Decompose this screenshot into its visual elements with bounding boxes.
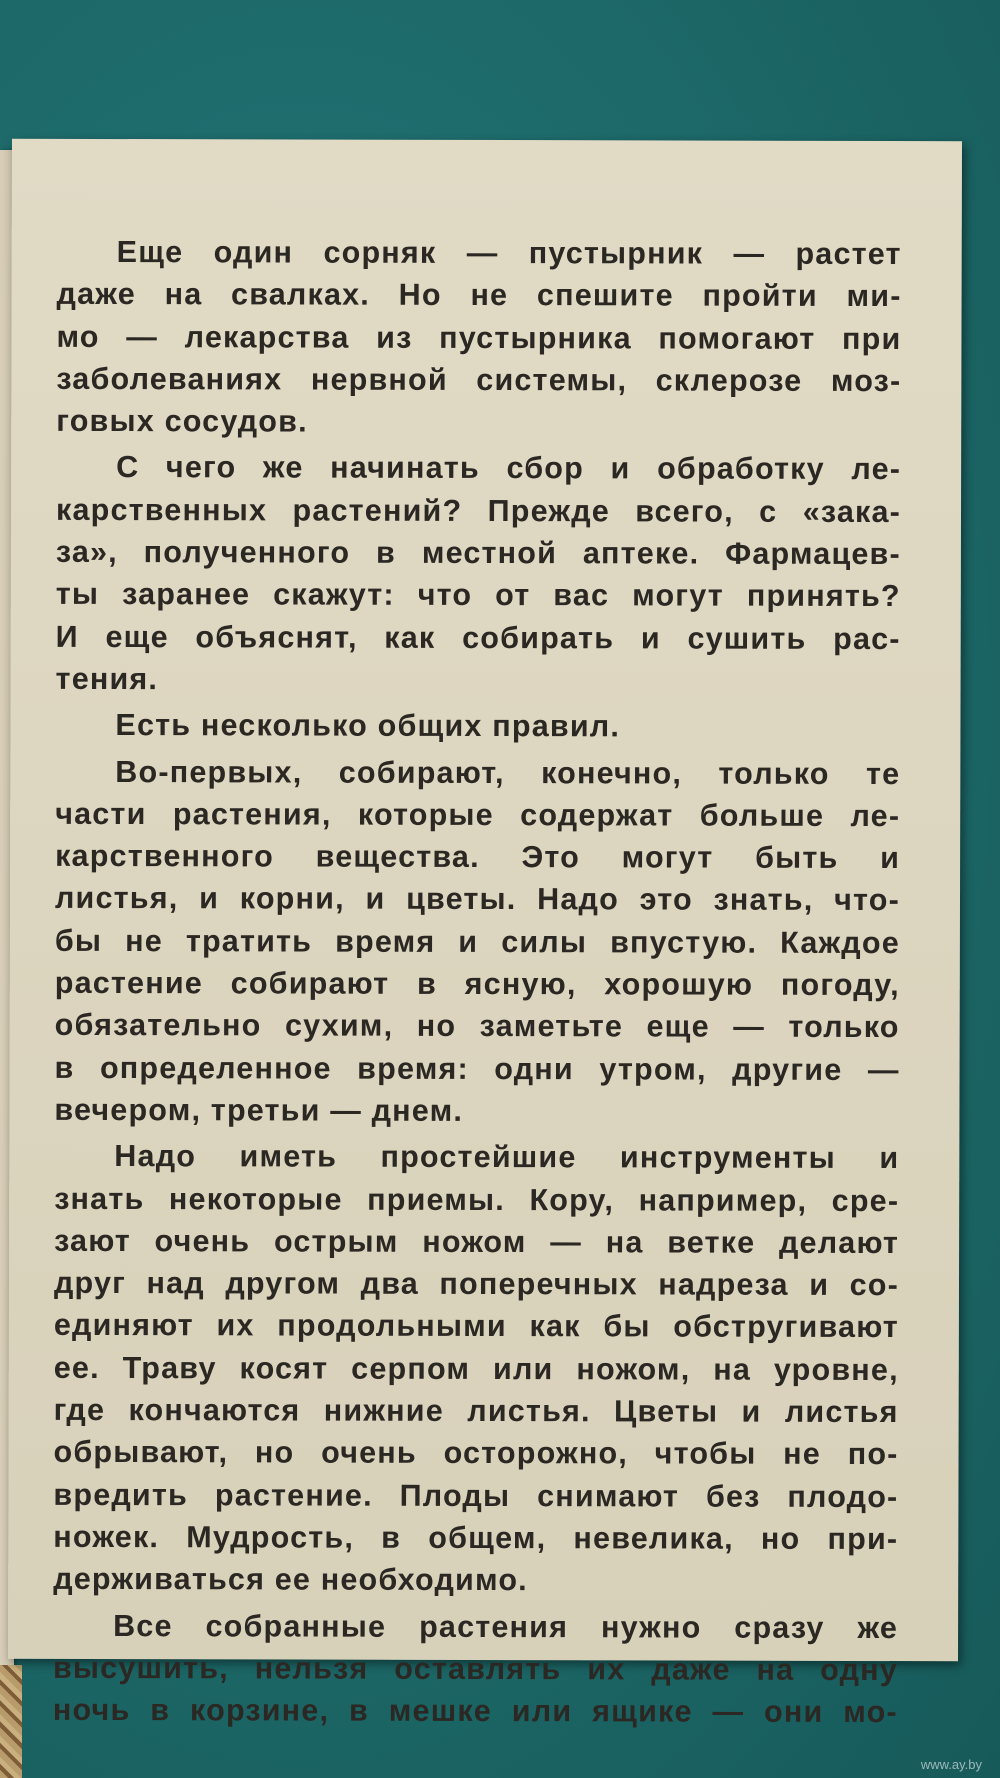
- text-line: говых сосудов.: [56, 404, 308, 439]
- text-line: друг над другом два поперечных надреза и со-: [53, 1265, 900, 1303]
- text-line: в определенное время: одни утром, другие —: [54, 1050, 900, 1087]
- cover-pattern: [0, 1665, 22, 1778]
- text-line: ее. Траву косят серпом или ножом, на уровне,: [53, 1350, 899, 1387]
- text-line: карственных растений? Прежде всего, с «зака-: [55, 492, 902, 529]
- paragraph: [53, 1135, 899, 1602]
- text-line: держиваться ее необходимо.: [53, 1562, 528, 1598]
- text-line: тения.: [55, 661, 159, 697]
- text-line: Есть несколько общих правил.: [115, 708, 621, 744]
- text-line: Во-первых, собирают, конечно, только те: [115, 754, 901, 791]
- text-line: карственного вещества. Это могут быть и: [55, 839, 901, 876]
- text-line: обязательно сухим, но заметьте еще — только: [54, 1008, 900, 1045]
- paragraph: [55, 704, 900, 749]
- text-line: Надо иметь простейшие инструменты и: [114, 1139, 900, 1176]
- text-line: обрывают, но очень осторожно, чтобы не по-: [53, 1435, 899, 1472]
- watermark: www.ay.by: [920, 1757, 982, 1772]
- text-line: бы не тратить время и силы впустую. Каждое: [54, 923, 900, 960]
- text-line: части растения, которые содержат больше ле-: [55, 796, 901, 833]
- paragraph: [56, 446, 902, 702]
- text-line: вредить растение. Плоды снимают без плодо-: [53, 1477, 899, 1514]
- text-line: зают очень острым ножом — на ветке делают: [54, 1223, 900, 1260]
- text-line: единяют их продольными как бы обстругивают: [53, 1308, 899, 1345]
- text-line: где кончаются нижние листья. Цветы и листья: [53, 1392, 899, 1430]
- text-line: С чего же начинать сбор и обработку ле-: [116, 450, 902, 487]
- text-line: растение собирают в ясную, хорошую погоду,: [54, 965, 900, 1003]
- text-line: мо — лекарства из пустырника помогают при: [56, 319, 902, 356]
- page-body-text: [53, 231, 902, 1734]
- text-line: Все собранные растения нужно сразу же: [113, 1608, 899, 1645]
- paragraph: [56, 231, 902, 445]
- text-line: Еще один сорняк — пустырник — растет: [116, 235, 902, 272]
- text-line: И еще объяснят, как собирать и сушить рас-: [55, 619, 901, 656]
- paragraph: [54, 750, 900, 1133]
- text-line: даже на свалках. Но не спешите пройти ми-: [56, 277, 902, 314]
- text-line: листья, и корни, и цветы. Надо это знать, что-: [54, 881, 901, 918]
- text-line: знать некоторые приемы. Кору, например, сре-: [54, 1181, 900, 1218]
- text-line: ты заранее скажут: что от вас могут принять?: [55, 577, 901, 614]
- text-line: заболеваниях нервной системы, склерозе моз-: [56, 361, 902, 398]
- text-line: ночь в корзине, в мешке или ящике — они мо-: [52, 1692, 898, 1730]
- text-line: ножек. Мудрость, в общем, невелика, но при-: [53, 1519, 899, 1556]
- paragraph: [53, 1604, 898, 1733]
- text-line: за», полученного в местной аптеке. Фармацев-: [55, 534, 901, 572]
- text-line: вечером, третьи — днем.: [54, 1092, 464, 1128]
- book-page: [8, 139, 962, 1730]
- text-line: высушить, нельзя оставлять их даже на одну: [52, 1650, 899, 1687]
